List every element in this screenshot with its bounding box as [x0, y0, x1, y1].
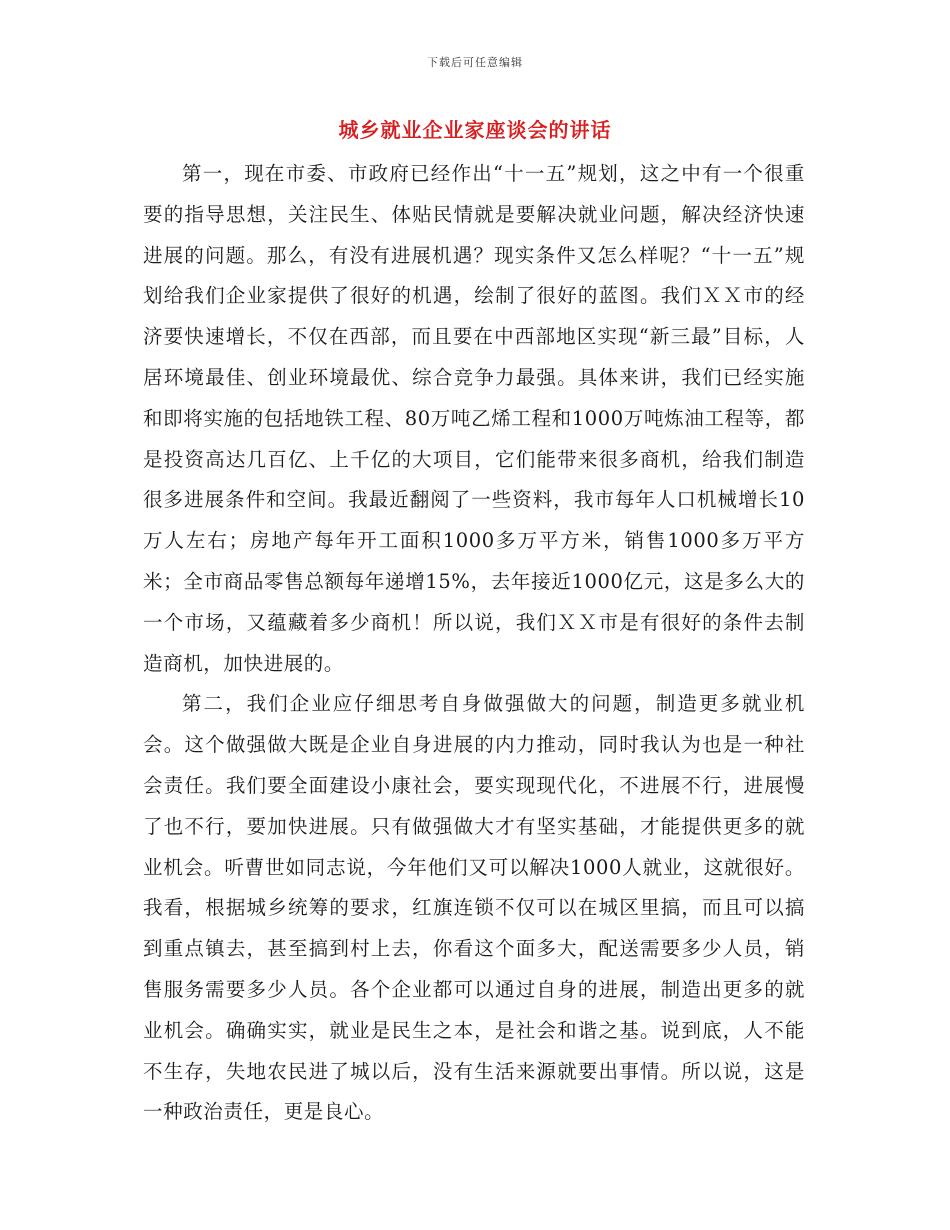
document-title: 城乡就业企业家座谈会的讲话 [338, 118, 612, 142]
paragraph-1: 第一，现在市委、市政府已经作出“十一五”规划，这之中有一个很重要的指导思想，关注民生、体贴民情就是要解决就业问题，解决经济快速进展的问题。那么，有没有进展机遇？现实条件又怎么样呢？“十一五”规划给我们企业家提供了很好的机遇，绘制了很好的蓝图。我们ＸＸ市的经济要快速增长，不仅在西部，而且要在中西部地区实现“新三最”目标，人居环境最佳、创业环境最优、综合竞争力最强。具体来讲，我们已经实施和即将实施的包括地铁工程、80万吨乙烯工程和1000万吨炼油工程等，都是投资高达几百亿、上千亿的大项目，它们能带来很多商机，给我们制造很多进展条件和空间。我最近翻阅了一些资料，我市每年人口机械增长10万人左右；房地产每年开工面积1000多万平方米，销售1000多万平方米；全市商品零售总额每年递增15%，去年接近1000亿元，这是多么大的一个市场，又蕴藏着多少商机！所以说，我们ＸＸ市是有很好的条件去制造商机，加快进展的。 [143, 162, 805, 675]
document-body [143, 154, 805, 1133]
header-note: 下载后可任意编辑 [427, 56, 523, 69]
paragraph-2: 第二，我们企业应仔细思考自身做强做大的问题，制造更多就业机会。这个做强做大既是企业自身进展的内力推动，同时我认为也是一种社会责任。我们要全面建设小康社会，要实现现代化，不进展不行，进展慢了也不行，要加快进展。只有做强做大才有坚实基础，才能提供更多的就业机会。听曹世如同志说，今年他们又可以解决1000人就业，这就很好。我看，根据城乡统筹的要求，红旗连锁不仅可以在城区里搞，而且可以搞到重点镇去，甚至搞到村上去，你看这个面多大，配送需要多少人员，销售服务需要多少人员。各个企业都可以通过自身的进展，制造出更多的就业机会。确确实实，就业是民生之本，是社会和谐之基。说到底，人不能不生存，失地农民进了城以后，没有生活来源就要出事情。所以说，这是一种政治责任，更是良心。 [143, 692, 805, 1124]
